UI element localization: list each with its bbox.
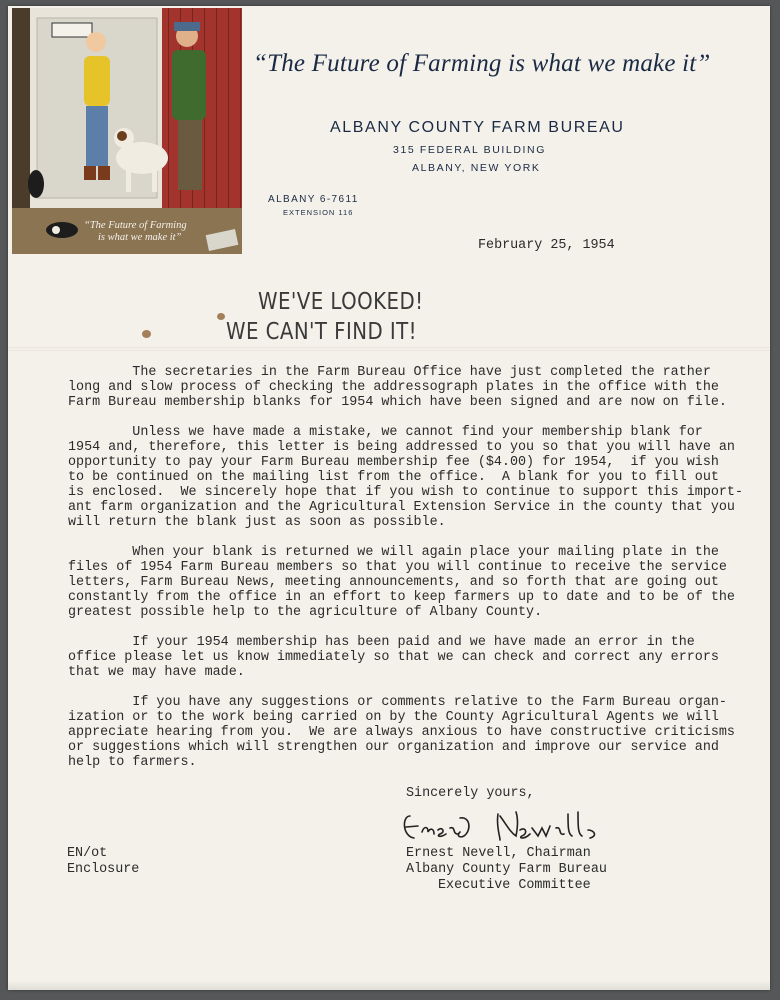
paragraph-line: The secretaries in the Farm Bureau Office have just completed the rather [68, 365, 711, 380]
letter-sheet [8, 6, 770, 990]
paragraph-line: files of 1954 Farm Bureau members so that you will continue to receive the service [68, 560, 727, 575]
paragraph-line: will return the blank just as soon as possible. [68, 515, 446, 530]
illustration-caption-line1: “The Future of Farming [84, 220, 187, 231]
phone-extension: EXTENSION 116 [283, 208, 354, 217]
typist-initials: EN/ot [67, 846, 108, 861]
paper-fold [8, 347, 770, 351]
reference-block [67, 846, 139, 878]
paragraph-line: Farm Bureau membership blanks for 1954 which have been signed and are now on file. [68, 395, 727, 410]
enclosure-note: Enclosure [67, 862, 140, 877]
paragraph [68, 425, 748, 530]
farm-illustration [12, 8, 242, 254]
paragraph-line: When your blank is returned we will again place your mailing plate in the [68, 545, 719, 560]
paragraph-line: or suggestions which will strengthen our organization and improve our service and [68, 740, 719, 755]
illustration-caption [84, 220, 187, 244]
paragraph-gap [68, 680, 748, 695]
paragraph [68, 635, 748, 680]
farm-scene-image [12, 8, 242, 254]
paragraph-gap [68, 530, 748, 545]
paragraph-line: office please let us know immediately so that we can check and correct any errors [68, 650, 719, 665]
letterhead-motto: “The Future of Farming is what we make it” [253, 50, 711, 77]
paragraph-line: 1954 and, therefore, this letter is being addressed to you so that you will have an [68, 440, 735, 455]
paragraph-gap [68, 410, 748, 425]
paper-edge-shadow [8, 980, 770, 990]
letter-body [68, 365, 748, 770]
address-line1: 315 FEDERAL BUILDING [393, 144, 546, 156]
letter-date: February 25, 1954 [478, 238, 615, 253]
paragraph-line: If you have any suggestions or comments relative to the Farm Bureau organ- [68, 695, 727, 710]
stamp-line2: WE CAN'T FIND IT! [226, 319, 417, 345]
paragraph-line: If your 1954 membership has been paid and we have made an error in the [68, 635, 695, 650]
paragraph-line: ization or to the work being carried on by the County Agricultural Agents we will [68, 710, 719, 725]
paragraph-line: long and slow process of checking the addressograph plates in the office with the [68, 380, 719, 395]
signer-name: Ernest Nevell, Chairman [406, 846, 591, 861]
paragraph-line: letters, Farm Bureau News, meeting announcements, and so forth that are going out [68, 575, 719, 590]
paragraph-line: that we may have made. [68, 665, 245, 680]
stain-spot [217, 313, 225, 320]
paragraph-line: is enclosed. We sincerely hope that if you wish to continue to support this import- [68, 485, 743, 500]
phone-number: ALBANY 6-7611 [268, 194, 359, 205]
closing: Sincerely yours, [406, 786, 535, 801]
signer-committee: Executive Committee [438, 878, 591, 893]
paragraph-line: greatest possible help to the agriculture of Albany County. [68, 605, 543, 620]
paragraph-line: constantly from the office in an effort to keep farmers up to date and to be of the [68, 590, 735, 605]
paragraph [68, 365, 748, 410]
paragraph-line: opportunity to pay your Farm Bureau membership fee ($4.00) for 1954, if you wish [68, 455, 719, 470]
paragraph [68, 545, 748, 620]
paragraph-gap [68, 620, 748, 635]
signer-organization: Albany County Farm Bureau [406, 862, 607, 877]
paragraph-line: ant farm organization and the Agricultural Extension Service in the county that you [68, 500, 735, 515]
paragraph [68, 695, 748, 770]
paragraph-line: to be continued on the mailing list from the office. A blank for you to fill out [68, 470, 719, 485]
paragraph-line: Unless we have made a mistake, we cannot find your membership blank for [68, 425, 703, 440]
stain-spot [142, 330, 151, 338]
paragraph-line: help to farmers. [68, 755, 197, 770]
address-line2: ALBANY, NEW YORK [412, 162, 541, 174]
illustration-caption-line2: is what we make it” [98, 232, 182, 243]
organization-name: ALBANY COUNTY FARM BUREAU [330, 119, 625, 136]
stamp-line1: WE'VE LOOKED! [258, 289, 424, 315]
paragraph-line: appreciate hearing from you. We are always anxious to have constructive criticisms [68, 725, 735, 740]
signer-block [406, 846, 607, 894]
